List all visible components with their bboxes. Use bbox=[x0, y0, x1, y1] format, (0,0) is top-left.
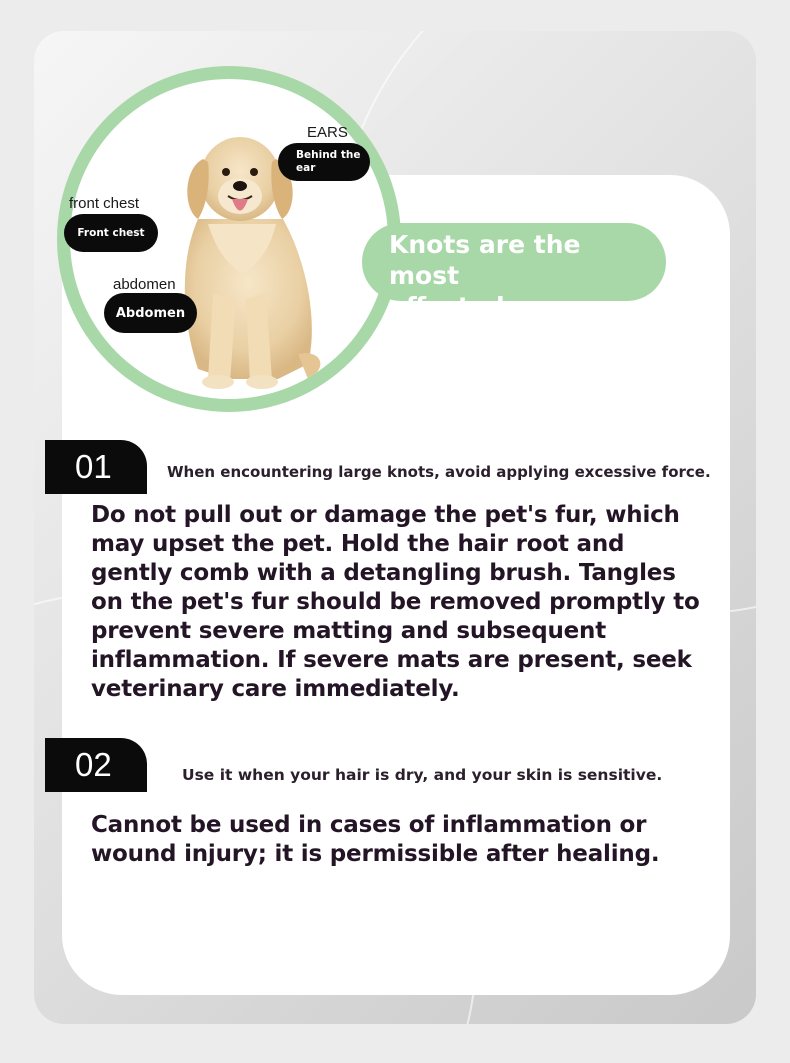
abdomen-pill-text: Abdomen bbox=[115, 305, 186, 321]
step-2-subtitle: Use it when your hair is dry, and your skin is sensitive. bbox=[182, 766, 663, 784]
step-1-body: Do not pull out or damage the pet's fur, which may upset the pet. Hold the hair root and gently comb with a detangling brush. Tangles on the pet's fur should be removed promptly to prevent severe matting and subsequent inflammation. If severe mats are present, seek veterinary care immediately. bbox=[91, 502, 700, 702]
step-2-badge: 02 bbox=[45, 738, 147, 792]
headline-line-1: Knots are the most bbox=[389, 230, 581, 290]
front-chest-label: front chest bbox=[69, 195, 140, 212]
ears-label: EARS bbox=[307, 124, 348, 141]
headline-banner bbox=[362, 223, 666, 321]
step-1-badge: 01 bbox=[45, 440, 147, 494]
abdomen-pill bbox=[104, 293, 197, 333]
headline-line-2: affected area bbox=[389, 292, 577, 321]
ears-pill bbox=[278, 143, 370, 181]
step-2-body: Cannot be used in cases of inflammation or wound injury; it is permissible after healing. bbox=[91, 812, 660, 867]
ears-pill-text: Behind the ear bbox=[296, 149, 361, 174]
front-chest-pill-text: Front chest bbox=[77, 227, 145, 239]
front-chest-pill bbox=[64, 214, 158, 252]
abdomen-label: abdomen bbox=[113, 276, 176, 293]
step-1-subtitle: When encountering large knots, avoid applying excessive force. bbox=[167, 463, 711, 481]
